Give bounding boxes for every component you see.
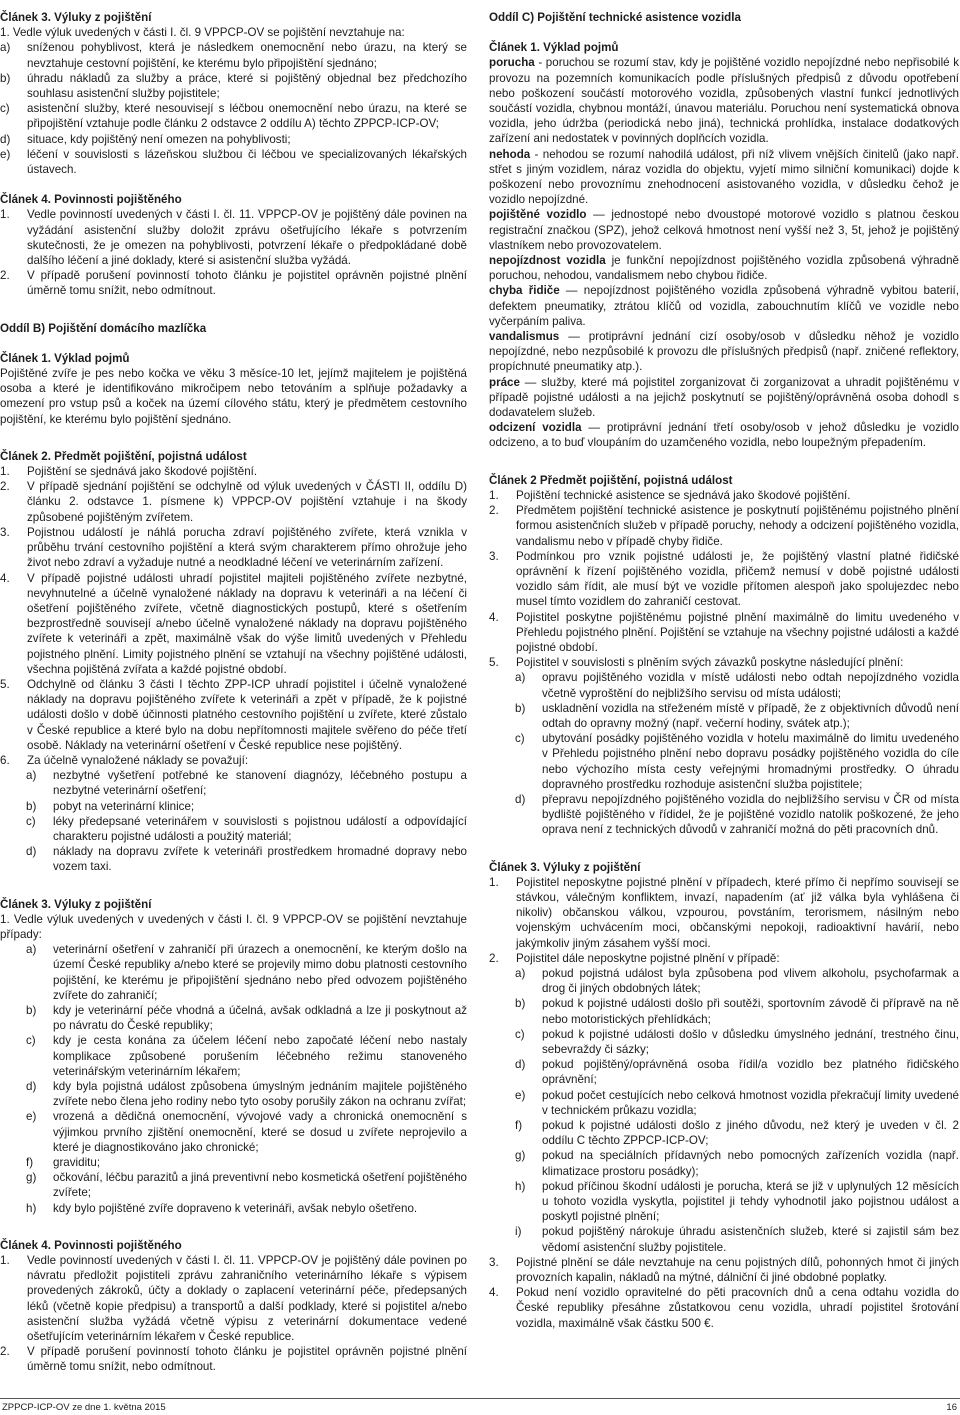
definition-term: pojištěné vozidlo (489, 208, 587, 222)
sub-list-item (0, 768, 467, 798)
list-item (489, 549, 959, 610)
list-marker: h) (515, 1179, 526, 1193)
list-text: pokud na speciálních přídavných nebo pomocných zařízeních vozidla (např. klimatizace prostoru posádky); (542, 1149, 959, 1178)
definition-item (489, 253, 959, 283)
list-marker: d) (0, 132, 11, 146)
list-marker: 4. (489, 610, 499, 624)
list-text: pokud pojištěný/oprávněná osoba řídil/a vozidlo bez platného řidičského oprávnění; (542, 1058, 959, 1087)
list-text: graviditu; (53, 1156, 101, 1170)
list-marker: b) (515, 997, 526, 1011)
list-marker: d) (515, 792, 526, 806)
left-column (0, 10, 467, 1375)
list-text: asistenční služby, které nesouvisejí s léčbou onemocnění nebo úrazu, na které se připojištění vztahuje podle článku 2 odstavce 2 oddílu A) těchto ZPPCP-ICP-OV; (27, 102, 467, 131)
list-marker: g) (515, 1149, 526, 1163)
list-marker: d) (26, 845, 37, 859)
sub-list-item (0, 1201, 467, 1216)
sub-list-item (489, 792, 959, 838)
sub-list-item (0, 942, 467, 1003)
list-marker: h) (26, 1201, 37, 1215)
list-text: úhradu nákladů za služby a práce, které si pojištěný objednal bez předchozího souhlasu asistenční služby pojistitele; (27, 71, 467, 101)
list-marker: c) (515, 732, 525, 746)
list-text: opravu pojištěného vozidla v místě události nebo odtah nepojízdného vozidla včetně vyproštění do nejbližšího servisu od místa události; (542, 671, 959, 700)
list-marker: 2. (489, 504, 499, 518)
list-item (489, 488, 959, 503)
list-marker: e) (0, 147, 11, 161)
sub-list-item (0, 844, 467, 874)
list-marker: 1. (489, 488, 499, 502)
sub-list-item (489, 1057, 959, 1087)
list-item (489, 503, 959, 549)
list-text: kdy byla pojistná událost způsobena úmyslným jednáním majitele pojištěného zvířete nebo člena jeho rodiny nebo tyto osoby porušily zákon na ochranu zvířat; (53, 1080, 467, 1109)
list-marker: b) (26, 1003, 37, 1017)
list-marker: 4. (489, 1286, 499, 1300)
list-marker: b) (515, 701, 526, 715)
list-marker: a) (26, 943, 37, 957)
definition-text: — protiprávní jednání cizí osoby/osob v důsledku něhož je vozidlo nepojízdné, nebo nezpůsobilé k provozu dle příslušných předpisů (např. zničené reflektory, propíchnuté pneumatiky atp.). (489, 330, 959, 374)
sub-list-item (0, 1033, 467, 1079)
list-marker: 2. (489, 951, 499, 965)
definition-text: — služby, které má pojistitel zorganizovat či zorganizovat a uhradit pojištěnému v případě pojistné události a na jejichž poskytnutí se pojištěný/oprávněná osoba dohodl s dodavatelem služeb. (489, 375, 959, 420)
definition-term: odcizení vozidla (489, 421, 582, 435)
page-footer (0, 1398, 960, 1413)
list-text: očkování, léčbu parazitů a jiná preventivní nebo kosmetická ošetření pojištěného zvířete; (53, 1171, 467, 1200)
list-text: veterinární ošetření v zahraničí při úrazech a onemocnění, ke kterým došlo na území České republiky a/nebo které se projevily mimo dobu platnosti cestovního pojištění, ke kterému je připojištění sjednáno nebo před odvozem pojištěného zvířete do zahraničí; (53, 943, 467, 1002)
list-marker: a) (0, 41, 11, 55)
list-marker: f) (26, 1156, 34, 1170)
right-column (489, 10, 959, 1331)
sub-list-item (0, 1155, 467, 1170)
list-marker: 5. (489, 656, 499, 670)
sub-list-item (489, 1148, 959, 1178)
list-item (0, 753, 467, 768)
definition-text: — nepojízdnost pojištěného vozidla způsobená výhradně vybitou baterií, defektem pneumatiky, ztrátou klíčů od vozidla, zabouchnutím klíčů ve vozidle nebo vyčerpáním paliva. (489, 284, 959, 328)
list-text: Pojistitel dále neposkytne pojistné plnění v případě: (516, 951, 780, 965)
list-text: kdy je cesta konána za účelem léčení nebo započaté léčení nebo nastaly komplikace způsobené porušením léčebného režimu stanoveného veterinářským veterinárním lékařem; (53, 1034, 467, 1078)
section-b-article-1-text: Pojištěné zvíře je pes nebo kočka ve věku 3 měsíce-10 let, jejímž majitelem je pojištěná osoba a které je identifikováno mikročipem nebo tetováním a splňuje požadavky a omezení pro vstup psů a koček na území cílového státu, který je předmětem cestovního pojištění, ke kterému bylo pojištění sjednáno. (0, 367, 467, 426)
list-item (0, 132, 467, 147)
sub-list-item (489, 966, 959, 996)
list-marker: e) (515, 1088, 526, 1102)
definition-item (489, 375, 959, 421)
list-text: Pojištění technické asistence se sjednává jako škodové pojištění. (516, 488, 851, 502)
section-c-article-3-heading: Článek 3. Výluky z pojištění (489, 860, 641, 874)
section-c-article-3-list-continued (489, 1255, 959, 1331)
list-marker: 2. (0, 480, 10, 494)
definition-item (489, 329, 959, 375)
list-text: pokud k pojistné události došlo při soutěži, sportovním závodě či přípravě na ně nebo motoristických přehlídkách; (542, 997, 959, 1026)
list-text: pokud pojištěný nárokuje úhradu asistenčních služeb, které si zajistil sám bez vědomí asistenční služby pojistitele. (542, 1225, 959, 1254)
list-item (489, 1255, 959, 1285)
definition-text: je funkční nepojízdnost pojištěného vozidla způsobená výhradně poruchou, nehodou, vandalismem nebo chybou řidiče. (489, 254, 960, 283)
list-marker: d) (515, 1058, 526, 1072)
list-marker: 3. (489, 549, 499, 563)
definition-text: - nehodou se rozumí nahodilá událost, při níž vlivem vnějších činitelů (jako např. střet s jiným vozidlem, náraz vozidla do objektu, vyjetí mimo silniční komunikaci) dojde k poškození nebo provoznímu znehodnocení asistovaného vozidla, v důsledku čehož je vozidlo nepojízdné. (489, 147, 959, 207)
section-b-article-4-list (0, 1253, 467, 1375)
section-c-article-3-list (489, 875, 959, 966)
sub-list-item (0, 814, 467, 844)
sub-list-item (0, 799, 467, 814)
list-item (0, 147, 467, 177)
list-text: pokud příčinou škodní události je porucha, která se již v uplynulých 12 měsících u tohoto vozidla vyskytla, pojistitel ji tehdy vyhodnotil jako pojistnou událost a poskytl pojistné plnění; (542, 1179, 959, 1224)
sub-list-item (0, 1170, 467, 1200)
list-marker: i) (515, 1225, 522, 1239)
list-item (0, 677, 467, 753)
list-marker: b) (0, 71, 11, 85)
list-item (489, 875, 959, 951)
list-text: Podmínkou pro vznik pojistné události je, že pojištěný vlastní platné řidičské oprávnění k řízení pojištěného vozidla, přičemž nemusí v době pojistné události vozidlo sám řídit, ale musí být ve vozidle přítomen alespoň jako spolujezdec nebo musel tímto vozidlem do zahraničí cestovat. (516, 549, 959, 609)
list-item (0, 40, 467, 70)
list-text: uskladnění vozidla na střeženém místě v případě, že z objektivních důvodů není odtah do opravny možný (např. večerní hodiny, svátek atp.); (542, 701, 959, 730)
list-marker: a) (515, 671, 526, 685)
list-marker: c) (26, 1034, 36, 1048)
list-marker: 1. (0, 465, 10, 479)
sub-list-item (489, 1224, 959, 1254)
list-marker: g) (26, 1171, 37, 1185)
definition-item (489, 283, 959, 329)
definition-term: nehoda (489, 147, 531, 161)
definition-text: - poruchou se rozumí stav, kdy je pojištěné vozidlo nepojízdné nebo nepřisobilé k provozu na pozemních komunikacích podle příslušných předpisů z důvodu opotřebení nebo poškození součástí motorového vozidla, způsobených vlastní funkcí jednotlivých součástí vozidla, chybnou montáží, únavou materiálu. Poruchou není systematická obnova vozidla, jeho údržba (periodická nebo jiná), technická prohlídka, instalace dodatkových zařízení ani nedostatek v povinných doplňcích vozidla. (489, 56, 959, 146)
list-text: Pojistitel v souvislosti s plněním svých závazků poskytne následující plnění: (516, 656, 904, 670)
list-marker: e) (26, 1110, 37, 1124)
list-text: léky předepsané veterinářem v souvislosti s pojistnou událostí a odpovídající charakteru pojistné události a použitý materiál; (53, 814, 467, 843)
list-text: situace, kdy pojištěný není omezen na pohyblivosti; (27, 132, 291, 146)
list-item (0, 101, 467, 131)
definition-item (489, 207, 959, 253)
sub-list-item (489, 1118, 959, 1148)
list-marker: 5. (0, 677, 10, 691)
sub-list-item (0, 1079, 467, 1109)
list-text: pokud počet cestujících nebo celková hmotnost vozidla překračují limity uvedené v technickém průkazu vozidla; (542, 1088, 959, 1117)
list-marker: 3. (489, 1255, 499, 1269)
sub-list-item (489, 1179, 959, 1225)
list-text: V případě pojistné události uhradí pojistitel majiteli pojištěného zvířete nezbytné, nevyhnutelné a účelně vynaložené náklady na dopravu k veterináři a na léčení či ošetření pojištěného zvířete, včetně diagnostických postupů, které s ošetřením bezprostředně souvisejí a/nebo účelně vynaložené náklady na dopravu pojištěného zvířete k veterináři a zpět, maximálně však do výše limitů uvedených v Přehledu pojistného plnění. Limity pojistného plnění se vztahují na všechny pojištěné události, všechna pojištěná zvířata a každé pojistné období. (27, 571, 467, 676)
list-item (0, 71, 467, 101)
section-c-article-2-list (489, 488, 959, 670)
list-marker: 3. (0, 525, 10, 539)
list-text: Pojistné plnění se dále nevztahuje na cenu pojistných dílů, pohonných hmot či jiných provozních kapalin, nákladů na mýtné, dálniční či jiné obdobné poplatky. (516, 1255, 959, 1285)
article-3-intro: 1. Vedle výluk uvedených v části I. čl. 9 VPPCP-OV se pojištění nevztahuje na: (0, 26, 405, 40)
section-b-article-3-heading: Článek 3. Výluky z pojištění (0, 897, 152, 911)
list-marker: b) (26, 799, 37, 813)
list-text: pokud k pojistné události došlo z jiného důvodu, než který je uveden v čl. 2 oddílu C těchto ZPPCP-ICP-OV; (542, 1119, 959, 1148)
section-b-article-1-heading: Článek 1. Výklad pojmů (0, 351, 130, 365)
list-text: Pojištění se sjednává jako škodové pojištění. (27, 465, 258, 479)
definition-text: — jednostopé nebo dvoustopé motorové vozidlo s platnou českou registrační značkou (SPZ), jehož celková hmotnost není vyšší než 3, 5t, jehož je pojištěný vlastníkem nebo provozovatelem. (489, 208, 959, 252)
section-b-article-3-list (0, 942, 467, 1216)
list-marker: c) (515, 1027, 525, 1041)
list-marker: a) (26, 769, 37, 783)
sub-list-item (489, 670, 959, 700)
sub-list-item (489, 996, 959, 1026)
sub-list-item (489, 1027, 959, 1057)
list-text: léčení v souvislosti s lázeňskou službou či léčbou ve specializovaných lékařských ústavech. (27, 147, 467, 177)
list-text: Pojistnou událostí je náhlá porucha zdraví pojištěného zvířete, která vznikla v průběhu trvání cestovního pojištění a která svým charakterem přímo ohrožuje jeho život nebo zdraví a vyžaduje nutné a neodkladné léčení ve veterinárním zařízení. (27, 525, 467, 570)
section-b-article-3-intro: 1. Vedle výluk uvedených v uvedených v části I. čl. 9 VPPCP-OV se pojištění nevztahuje případy: (0, 912, 467, 941)
definitions-list (489, 55, 959, 450)
article-4-heading: Článek 4. Povinnosti pojištěného (0, 193, 182, 207)
definition-term: vandalismus (489, 330, 560, 344)
list-marker: f) (515, 1119, 523, 1133)
definition-term: chyba řidiče (489, 284, 560, 298)
section-b-article-2-heading: Článek 2. Předmět pojištění, pojistná událost (0, 449, 247, 463)
list-item (489, 1285, 959, 1331)
list-marker: d) (26, 1080, 37, 1093)
list-marker: c) (0, 102, 10, 116)
definition-item (489, 55, 959, 146)
definition-term: nepojízdnost vozidla (489, 254, 606, 268)
section-c-article-1-heading: Článek 1. Výklad pojmů (489, 41, 619, 55)
article-4-list (0, 207, 467, 298)
list-item (489, 655, 959, 670)
list-text: V případě sjednání pojištění se odchylně od výluk uvedených v ČÁSTI II, oddílu D) článku 2. odstavce 1. písmene k) VPPCP-OV pojištění vztahuje i na škody způsobené pojištěným zvířetem. (27, 480, 467, 524)
list-text: Pokud není vozidlo opravitelné do pěti pracovních dnů a cena odtahu vozidla do České republiky přesáhne zůstatkovou cenu vozidla, uhradí pojistitel šrotování vozidla, maximálně však částku 500 €. (516, 1286, 959, 1330)
list-text: ubytování posádky pojištěného vozidla v hotelu maximálně do limitu uvedeného v Přehledu pojistného plnění nebo dopravu posádky pojištěného vozidla do cíle nebo výchozího místa cesty veřejnými hromadnými prostředky. O úhradu dopravného prostředku rozhoduje asistenční služba pojistitele; (542, 732, 959, 791)
section-c-article-3-sublist (489, 966, 959, 1255)
list-item (489, 951, 959, 966)
list-text: Pojistitel neposkytne pojistné plnění v případech, které přímo či nepřímo souvisejí se stávkou, válečným konfliktem, invazí, napadením (ať již válka byla vyhlášena či nikoliv) občanskou válkou, vzpourou, povstáním, terorismem, násilným nebo vojenským uchvácením moci, občanskými nepokoji, radioaktivní havárií, nebo jakýmkoliv jiným zásahem vyšší moci. (516, 875, 959, 950)
list-text: V případě porušení povinností tohoto článku je pojistitel oprávněn pojistné plnění úměrně tomu snížit, nebo odmítnout. (27, 269, 467, 298)
definition-item (489, 420, 959, 450)
list-text: kdy je veterinární péče vhodná a účelná, avšak odkladná a lze ji poskytnout až po návratu do České republiky; (53, 1003, 467, 1033)
section-b-article-2-list (0, 464, 467, 768)
page-number: 16 (946, 1402, 957, 1413)
list-text: Vedle povinností uvedených v části I. čl. 11. VPPCP-OV je pojištěný dále povinen na vyžádání asistenční služby doložit zprávu ošetřujícího lékaře s potvrzením skutečnosti, že je omezen na pohyblivosti, potvrzení lékaře o předpokládané době dalšího léčení a jiné doklady, které si asistenční služba vyžádá. (27, 208, 467, 268)
section-c-article-2-heading: Článek 2 Předmět pojištění, pojistná událost (489, 473, 733, 487)
section-b-heading: Oddíl B) Pojištění domácího mazlíčka (0, 321, 207, 335)
list-marker: a) (515, 966, 526, 980)
list-marker: 2. (0, 1345, 10, 1359)
article-3-list (0, 40, 467, 177)
list-text: náklady na dopravu zvířete k veterináři prostředkem hromadné dopravy nebo vozem taxi. (53, 845, 467, 874)
list-marker: 6. (0, 753, 10, 767)
section-c-heading: Oddíl C) Pojištění technické asistence vozidla (489, 11, 741, 24)
footer-document-id: ZPPCP-ICP-OV ze dne 1. května 2015 (2, 1402, 166, 1413)
definition-item (489, 147, 959, 208)
list-text: pokud k pojistné události došlo v důsledku úmyslného jednání, trestného činu, sebevraždy či sázky; (542, 1027, 959, 1056)
list-text: Za účelně vynaložené náklady se považují: (27, 753, 249, 767)
list-marker: 1. (0, 208, 10, 222)
section-b-article-2-sublist (0, 768, 467, 874)
list-text: pokud pojistná událost byla způsobena pod vlivem alkoholu, psychofarmak a drog či jiných obdobných látek; (542, 966, 959, 996)
sub-list-item (489, 731, 959, 792)
list-text: Pojistitel poskytne pojištěnému pojistné plnění maximálně do limitu uvedeného v Přehledu pojistného plnění. Pojištění se vztahuje na všechny pojistné události a každé pojistné období. (516, 610, 959, 654)
list-marker: 4. (0, 571, 10, 585)
list-marker: 2. (0, 269, 10, 283)
list-text: Odchylně od článku 3 části I těchto ZPP-ICP uhradí pojistitel i účelně vynaložené náklady na dopravu pojištěného zvířete k veterináři a zpět v případě, že k pojistné události došlo v době účinnosti platného cestovního pojištění u zvířete, které zůstalo v České republice a které bylo na dobu nepřítomnosti majitele svěřeno do péče třetí osobě. Náklady na veterinární ošetření v České republice nese pojištěný. (27, 677, 467, 752)
list-text: Vedle povinností uvedených v části I. čl. 11. VPPCP-OV je pojištěný dále povinen po návratu předložit pojistiteli zprávu zahraničního veterinárního lékaře s výpisem provedených zákroků, účty a doklady o zaplacení veterinární péče, předepsaných léků (včetně kopie předpisu) a transportů a další podklady, které si pojistitel a/nebo asistenční služba vyžádá včetně výpisu z veterinární dokumentace vedené ošetřujícím veterinárním lékařem v České republice. (27, 1254, 467, 1344)
list-text: V případě porušení povinností tohoto článku je pojistitel oprávněn pojistné plnění úměrně tomu snížit, nebo odmítnout. (27, 1345, 467, 1374)
definition-term: práce (489, 375, 520, 389)
article-3-heading: Článek 3. Výluky z pojištění (0, 11, 152, 24)
list-marker: 1. (489, 875, 499, 889)
sub-list-item (0, 1003, 467, 1033)
list-text: přepravu nepojízdného pojištěného vozidla do nejbližšího servisu v ČR od místa bydliště pojištěného v řídidel, že je pojištěné vozidlo natolik poškozené, že jeho oprava není z technických důvodů v zahraničí možná do pěti pracovních dnů. (542, 792, 959, 837)
list-item (489, 610, 959, 656)
list-item (0, 525, 467, 571)
definition-term: porucha (489, 56, 535, 70)
list-text: Předmětem pojištění technické asistence je poskytnutí pojištěnému pojistného plnění formou asistenčních služeb v případě poruchy, nehody a odcizení pojištěného vozidla, vandalismu nebo v případě chyby řidiče. (516, 504, 959, 548)
list-text: nezbytné vyšetření potřebné ke stanovení diagnózy, léčebného postupu a nezbytné veterinární ošetření; (53, 769, 467, 798)
list-item (0, 571, 467, 677)
list-marker: 1. (0, 1254, 10, 1268)
list-text: pobyt na veterinární klinice; (53, 799, 195, 813)
list-item (0, 464, 467, 479)
list-text: vrozená a dědičná onemocnění, vývojové vady a chronická onemocnění s výjimkou prvního zjištění onemocnění, které se dosud u zvířete neprojevilo a které je diagnostikováno jako chronické; (53, 1110, 467, 1154)
list-item (0, 1253, 467, 1344)
list-text: kdy bylo pojištěné zvíře dopraveno k veterináři, avšak nebylo ošetřeno. (53, 1201, 418, 1215)
list-item (0, 207, 467, 268)
list-item (0, 268, 467, 298)
list-item (0, 1344, 467, 1374)
sub-list-item (0, 1109, 467, 1155)
section-c-article-2-sublist (489, 670, 959, 837)
list-text: sníženou pohyblivost, která je následkem onemocnění nebo úrazu, na který se nevztahuje cestovní pojištění, ke kterému bylo připojištění sjednáno; (27, 41, 467, 70)
list-item (0, 479, 467, 525)
sub-list-item (489, 1088, 959, 1118)
section-b-article-4-heading: Článek 4. Povinnosti pojištěného (0, 1238, 182, 1252)
sub-list-item (489, 701, 959, 731)
definition-text: — protiprávní jednání třetí osoby/osob v jehož důsledku je vozidlo odcizeno, a to buď vloupáním do uzamčeného vozidla, nebo loupežným přepadením. (489, 421, 959, 450)
list-marker: c) (26, 814, 36, 828)
